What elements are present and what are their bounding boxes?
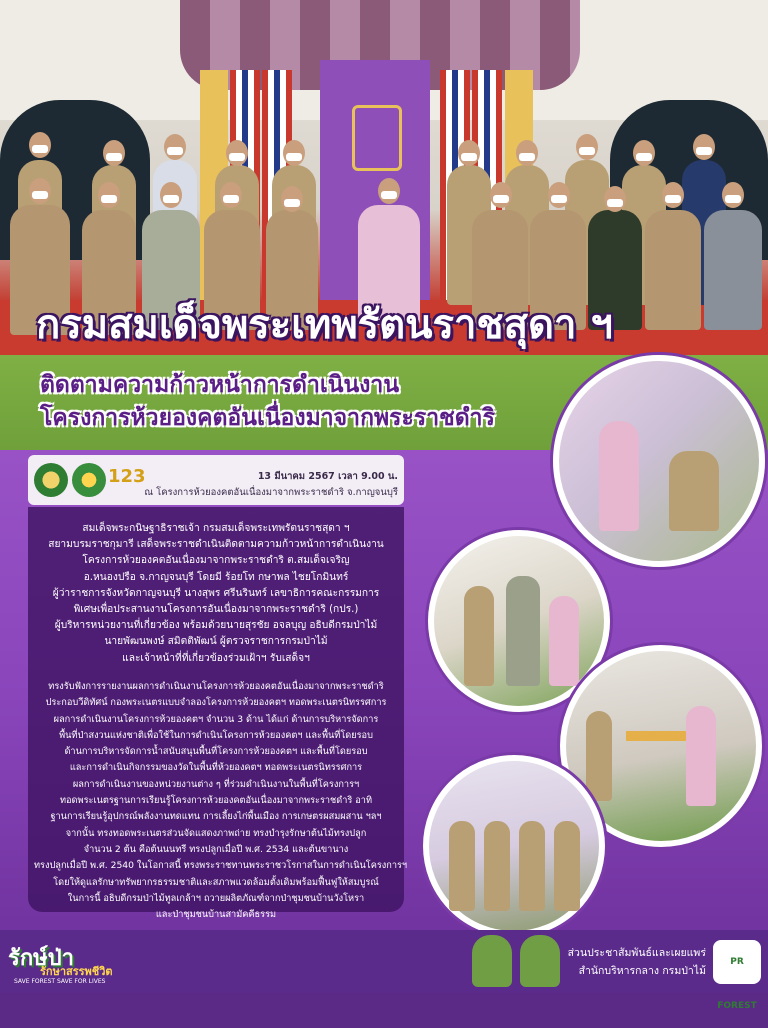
paragraph2-line: จากนั้น ทรงทอดพระเนตรส่วนจัดแสดงภาพถ่าย ทรงบำรุงรักษาต้นไม้ทรงปลูก bbox=[65, 827, 367, 839]
forest-department-logo-icon bbox=[34, 463, 68, 497]
event-date: 13 มีนาคม 2567 เวลา 9.00 น. bbox=[257, 471, 398, 482]
paragraph2-line: จำนวน 2 ต้น คือต้นนนทรี ทรงปลูกเมื่อปี พ.ศ. 2534 และต้นขานาง bbox=[83, 843, 349, 855]
paragraph2-line: ผลการดำเนินงานของหน่วยงานต่าง ๆ ที่ร่วมดำเนินงานในพื้นที่โครงการฯ bbox=[72, 778, 360, 790]
paragraph-intro bbox=[34, 521, 398, 667]
royal-emblem-icon bbox=[352, 105, 402, 171]
paragraph1-line: นายพัฒนพงษ์ สมิตติพัฒน์ ผู้ตรวจราชการกรมป่าไม้ bbox=[104, 636, 328, 648]
paragraph2-line: และการดำเนินกิจกรรมของวัดในพื้นที่ห้วยองคตฯ ทอดพระเนตรนิทรรศการ bbox=[69, 762, 363, 774]
paragraph1-line: พิเศษเพื่อประสานงานโครงการอันเนื่องมาจากพระราชดำริ (กปร.) bbox=[73, 604, 359, 616]
pr-forest-logo: PR FOREST bbox=[713, 940, 761, 984]
paragraph1-line: อ.หนองปรือ จ.กาญจนบุรี โดยมี ร้อยโท กษาพล ไชยโกมินทร์ bbox=[83, 571, 349, 583]
paragraph1-line: สยามบรมราชกุมารี เสด็จพระราชดำเนินติดตามความก้าวหน้าการดำเนินงาน bbox=[48, 539, 384, 551]
paragraph1-line: โครงการห้วยองคตอันเนื่องมาจากพระราชดำริ ต.สมเด็จเจริญ bbox=[82, 555, 350, 567]
brand-small: SAVE FOREST SAVE FOR LIVES bbox=[14, 978, 106, 985]
paragraph2-line: พื้นที่ป่าสงวนแห่งชาติเพื่อใช้ในการดำเนินโครงการห้วยองคตฯ และพื้นที่โดยรอบ bbox=[59, 729, 373, 741]
paragraph2-line: ในการนี้ อธิบดีกรมป่าไม้ทูลเกล้าฯ ถวายผลิตภัณฑ์จากป่าชุมชนบ้านวังโหรา bbox=[67, 892, 365, 904]
paragraph2-line: และป่าชุมชนบ้านสามัคคีธรรม bbox=[155, 909, 277, 921]
paragraph1-line: สมเด็จพระกนิษฐาธิราชเจ้า กรมสมเด็จพระเทพรัตนราชสุดา ฯ bbox=[82, 523, 350, 534]
subtitle-line-1: ติดตามความก้าวหน้าการดำเนินงาน bbox=[40, 372, 400, 398]
paragraph2-line: ทอดพระเนตรฐานการเรียนรู้โครงการห้วยองคตอันเนื่องมาจากพระราชดำริ อาทิ bbox=[59, 795, 372, 807]
paragraph1-line: และเจ้าหน้าที่ที่เกี่ยวข้องร่วมเฝ้าฯ รับเสด็จฯ bbox=[122, 652, 310, 664]
paragraph2-line: ด้านการบริหารจัดการน้ำสนับสนุนพื้นที่โครงการห้วยองคตฯ และพื้นที่โดยรอบ bbox=[64, 746, 368, 758]
paragraph2-line: ฐานการเรียนรู้อุปกรณ์พลังงานทดแทน การเลี้ยงไก่พื้นเมือง การเกษตรผสมผสาน ฯลฯ bbox=[50, 811, 382, 823]
paragraph2-line: ประกอบวีดิทัศน์ กองพระเนตรแบบจำลองโครงการห้วยองคตฯ ทอดพระเนตรนิทรรศการ bbox=[45, 697, 387, 709]
event-place: ณ โครงการห้วยองคตอันเนื่องมาจากพระราชดำริ จ.กาญจนบุรี bbox=[144, 487, 398, 498]
paragraph2-line: โดยให้ดูแลรักษาทรัพยากรธรรมชาติและสภาพแวดล้อมตั้งเดิมพร้อมฟื้นฟูให้สมบูรณ์ bbox=[53, 876, 379, 888]
mascot-left-icon bbox=[472, 935, 512, 987]
photo-officials-group bbox=[423, 755, 605, 937]
brand-main: รักษ์ป่า bbox=[8, 946, 74, 971]
dept-line-2: สำนักบริหารกลาง กรมป่าไม้ bbox=[578, 965, 706, 977]
subtitle-line-2: โครงการห้วยองคตอันเนื่องมาจากพระราชดำริ bbox=[40, 405, 495, 431]
paragraph2-line: ผลการดำเนินงานโครงการห้วยองคตฯ จำนวน 3 ด้าน ได้แก่ ด้านการบริหารจัดการ bbox=[53, 713, 379, 725]
paragraph1-line: ผู้ว่าราชการจังหวัดกาญจนบุรี นางสุพร ศรีนรินทร์ เลขาธิการคณะกรรมการ bbox=[52, 587, 380, 599]
dept-line-1: ส่วนประชาสัมพันธ์และเผยแพร่ bbox=[567, 947, 706, 959]
paragraph2-line: ทรงรับฟังการรายงานผลการดำเนินงานโครงการห้วยองคตอันเนื่องมาจากพระราชดำริ bbox=[48, 681, 384, 692]
paragraph2-line: ทรงปลูกเมื่อปี พ.ศ. 2540 ในโอกาสนี้ ทรงพระราชทานพระราชวโรกาสในการดำเนินโครงการฯ bbox=[34, 860, 408, 872]
page-title: กรมสมเด็จพระเทพรัตนราชสุดา ฯ bbox=[36, 302, 613, 348]
brand-sub: รักษาสรรพชีวิต bbox=[40, 965, 113, 978]
royal-project-logo-icon bbox=[72, 463, 106, 497]
mascot-right-icon bbox=[520, 935, 560, 987]
anniversary-logo: 123 bbox=[108, 466, 146, 487]
paragraph1-line: ผู้บริหารหน่วยงานที่เกี่ยวข้อง พร้อมด้วยนายสุรชัย อจลบุญ อธิบดีกรมป่าไม้ bbox=[54, 620, 378, 632]
paragraph-details bbox=[34, 679, 408, 923]
photo-receiving-gift bbox=[553, 355, 765, 567]
